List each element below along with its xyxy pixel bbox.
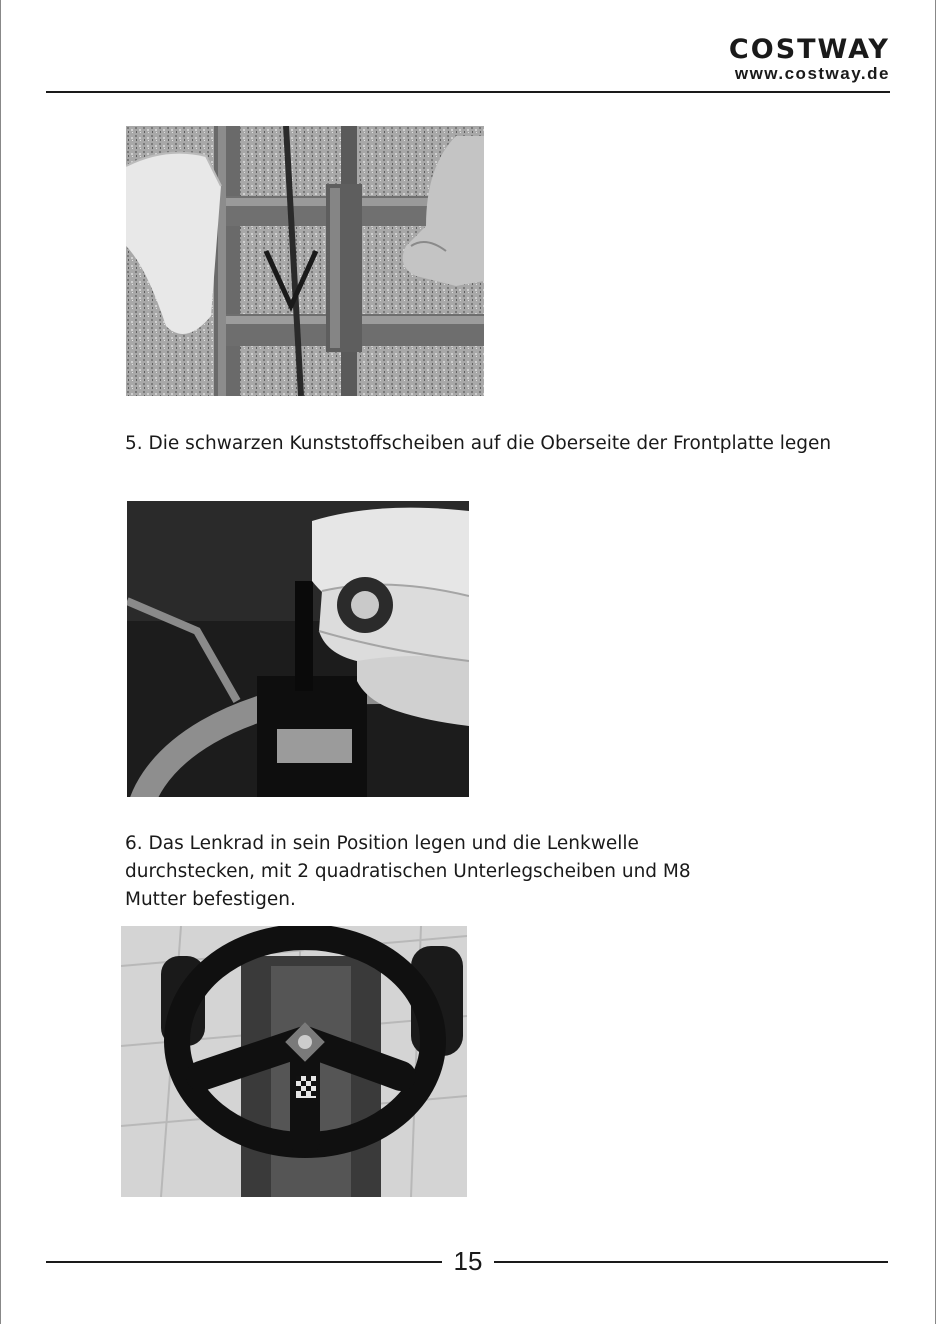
caption-line: Mutter befestigen.	[125, 889, 296, 910]
header-rule	[46, 91, 890, 93]
brand-name: COSTWAY	[728, 34, 890, 65]
brand-url: www.costway.de	[734, 64, 890, 83]
footer-rule-right	[494, 1261, 888, 1263]
page-border-left	[0, 0, 1, 1324]
step-6-caption	[125, 830, 691, 914]
page-number: 15	[453, 1246, 483, 1276]
step-5-caption	[125, 430, 831, 458]
washer-photo	[127, 501, 469, 797]
footer-rule-left	[46, 1261, 442, 1263]
caption-line: 5. Die schwarzen Kunststoffscheiben auf die Oberseite der Frontplatte legen	[125, 433, 832, 454]
brand-logo	[729, 36, 890, 84]
frame-assembly-photo	[126, 126, 484, 396]
caption-line: durchstecken, mit 2 quadratischen Unterlegscheiben und M8	[125, 861, 691, 882]
steering-wheel-photo	[121, 926, 467, 1197]
caption-line: 6. Das Lenkrad in sein Position legen und die Lenkwelle	[125, 833, 639, 854]
